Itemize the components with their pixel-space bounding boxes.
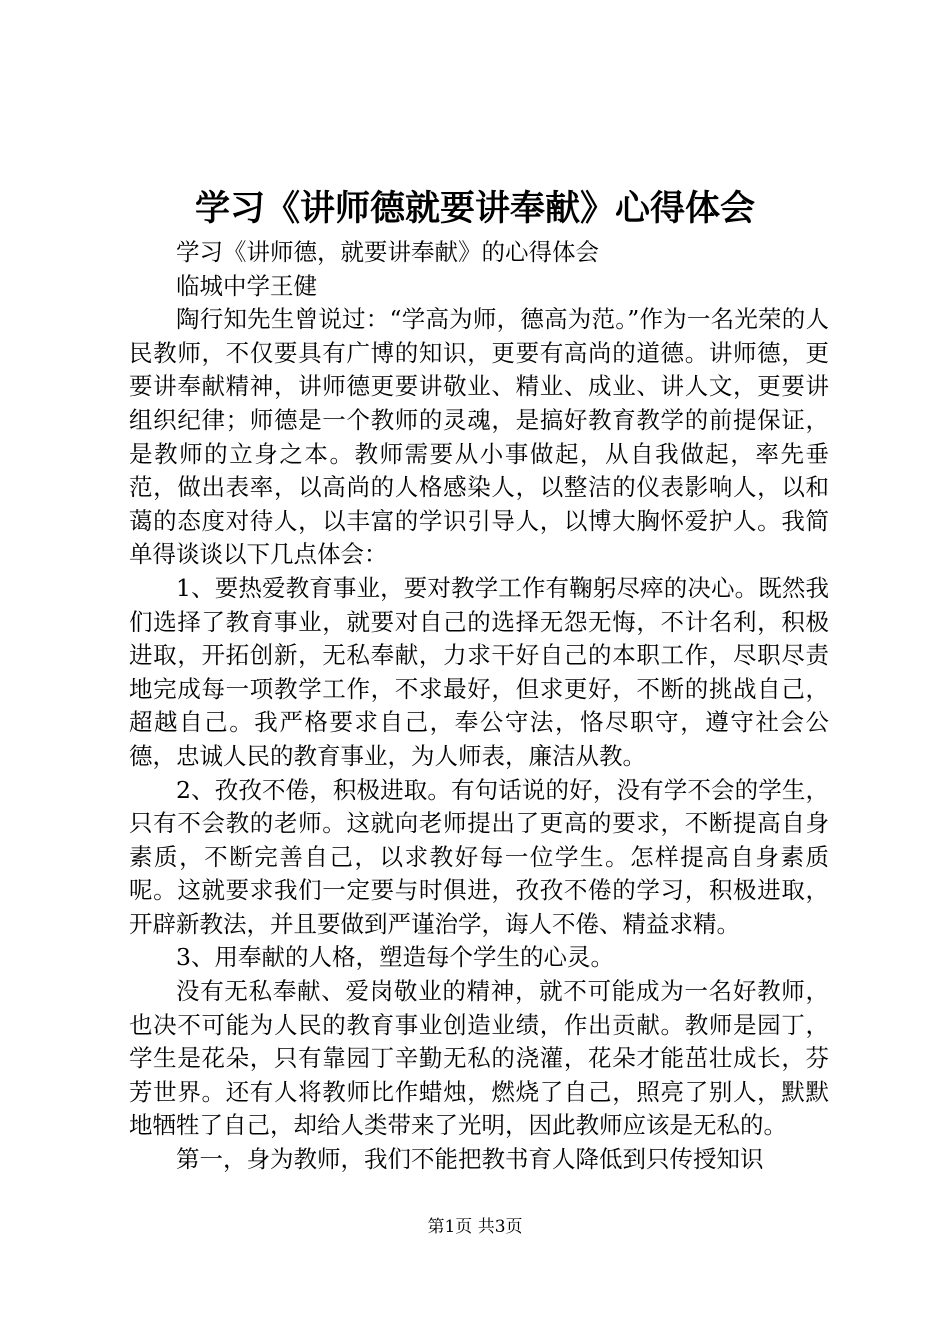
- first-point-paragraph: 第一，身为教师，我们不能把教书育人降低到只传授知识: [176, 1145, 764, 1174]
- point-2-paragraph: 2、孜孜不倦，积极进取。有句话说的好，没有学不会的学生，只有不会教的老师。这就向老师提出了更高的要求，不断提高自身素质，不断完善自己，以求教好每一位学生。怎样提高自身素质呢。这就要求我们一定要与时俱进，孜孜不倦的学习，积极进取，开辟新教法，并且要做到严谨治学，诲人不倦、精益求精。: [129, 775, 829, 938]
- document-body: [129, 236, 829, 1177]
- subtitle-paragraph: 学习《讲师德，就要讲奉献》的心得体会: [176, 238, 599, 266]
- point-1-paragraph: 1、要热爱教育事业，要对教学工作有鞠躬尽瘁的决心。既然我们选择了教育事业，就要对自己的选择无怨无悔，不计名利，积极进取，开拓创新，无私奉献，力求干好自己的本职工作，尽职尽责地完成每一项教学工作，不求最好，但求更好，不断的挑战自己，超越自己。我严格要求自己，奉公守法，恪尽职守，遵守社会公德，忠诚人民的教育事业，为人师表，廉洁从教。: [129, 573, 829, 770]
- point-3-heading: 3、用奉献的人格，塑造每个学生的心灵。: [176, 943, 614, 972]
- intro-paragraph: 陶行知先生曾说过：“学高为师，德高为范。”作为一名光荣的人民教师，不仅要具有广博的知识，更要有高尚的道德。讲师德，更要讲奉献精神，讲师德更要讲敬业、精业、成业、讲人文，更要讲组织纪律；师德是一个教师的灵魂，是搞好教育教学的前提保证，是教师的立身之本。教师需要从小事做起，从自我做起，率先垂范，做出表率，以高尚的人格感染人，以整洁的仪表影响人，以和蔼的态度对待人，以丰富的学识引导人，以博大胸怀爱护人。我简单得谈谈以下几点体会：: [129, 305, 829, 569]
- document-title: 学习《讲师德就要讲奉献》心得体会: [194, 188, 755, 229]
- author-paragraph: 临城中学王健: [176, 271, 317, 300]
- dedication-paragraph: 没有无私奉献、爱岗敬业的精神，就不可能成为一名好教师，也决不可能为人民的教育事业创造业绩，作出贡献。教师是园丁，学生是花朵，只有靠园丁辛勤无私的浇灌，花朵才能茁壮成长，芬芳世界。还有人将教师比作蜡烛，燃烧了自己，照亮了别人，默默地牺牲了自己，却给人类带来了光明，因此教师应该是无私的。: [129, 977, 829, 1140]
- page-footer: 第1页 共3页: [427, 1217, 523, 1237]
